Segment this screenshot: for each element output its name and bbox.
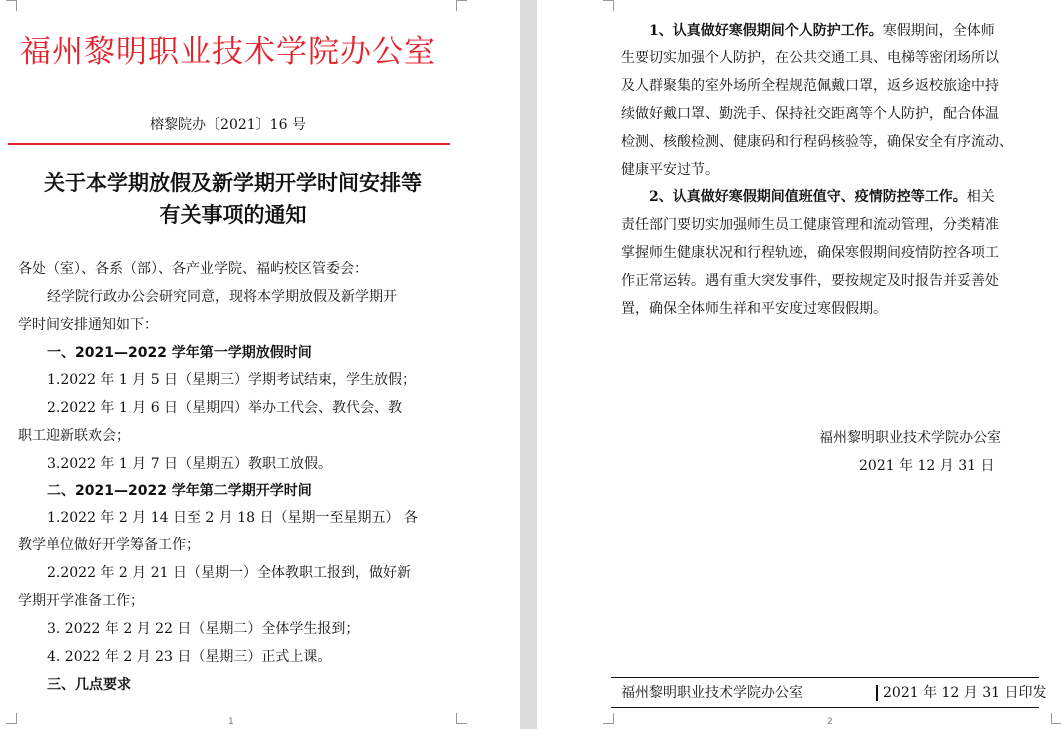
crop-mark: [456, 713, 467, 724]
crop-mark: [6, 713, 17, 724]
body-text: 学时间安排通知如下：: [18, 317, 158, 333]
red-divider: [8, 143, 450, 145]
body-text: 作正常运转。遇有重大突发事件，要按规定及时报告并妥善处: [621, 273, 999, 289]
requirement-heading: 2、认真做好寒假期间值班值守、疫情防控等工作。: [649, 189, 967, 205]
notice-title: [8, 167, 458, 231]
document-page-1: [0, 0, 520, 729]
section-heading: 一、2021—2022 学年第一学期放假时间: [47, 345, 312, 361]
list-item: 3. 2022 年 2 月 22 日（星期二）全体学生报到；: [47, 621, 360, 637]
section-heading: 三、几点要求: [47, 677, 131, 693]
list-item: 3.2022 年 1 月 7 日（星期五）教职工放假。: [47, 456, 333, 472]
section-heading: 二、2021—2022 学年第二学期开学时间: [47, 483, 312, 499]
list-item: 教学单位做好开学筹备工作；: [18, 537, 200, 553]
list-item: 4. 2022 年 2 月 23 日（星期三）正式上课。: [47, 649, 332, 665]
list-item: 职工迎新联欢会；: [18, 428, 130, 444]
body-text: 续做好戴口罩、勤洗手、保持社交距离等个人防护，配合体温: [621, 106, 999, 122]
body-text: 及人群聚集的室外场所全程规范佩戴口罩，返乡返校旅途中持: [621, 78, 999, 94]
document-page-2: [537, 0, 1061, 729]
body-text: 生要切实加强个人防护，在公共交通工具、电梯等密闭场所以: [621, 50, 999, 66]
list-item: 1.2022 年 1 月 5 日（星期三）学期考试结束，学生放假；: [47, 372, 417, 388]
body-text: 经学院行政办公会研究同意，现将本学期放假及新学期开: [47, 289, 397, 305]
footer-bottom-rule: [611, 707, 1039, 708]
body-text: 掌握师生健康状况和行程轨迹，确保寒假期间疫情防控各项工: [621, 245, 999, 261]
document-number: 榕黎院办〔2021〕16 号: [150, 117, 306, 133]
requirement-heading: 1、认真做好寒假期间个人防护工作。: [649, 23, 883, 39]
page-number: 2: [827, 717, 833, 727]
crop-mark: [6, 0, 17, 11]
body-text: 寒假期间，全体师: [882, 23, 995, 39]
addressee: 各处（室）、各系（部）、各产业学院、福屿校区管委会：: [18, 261, 368, 277]
crop-mark: [456, 0, 467, 11]
body-text: 责任部门要切实加强师生员工健康管理和流动管理，分类精准: [621, 217, 999, 233]
crop-mark: [603, 0, 614, 11]
notice-title-line: 关于本学期放假及新学期开学时间安排等: [44, 170, 422, 195]
page-number: 1: [228, 717, 234, 727]
footer-top-rule: [611, 677, 1039, 678]
requirement-paragraph: [649, 187, 995, 207]
list-item: 学期开学准备工作；: [18, 593, 144, 609]
crop-mark: [603, 713, 614, 724]
body-text: 检测、核酸检测、健康码和行程码核验等，确保安全有序流动、: [621, 134, 1013, 150]
signature-date: 2021 年 12 月 31 日: [859, 458, 995, 474]
requirement-paragraph: [649, 21, 995, 41]
signature: 福州黎明职业技术学院办公室: [819, 430, 1001, 446]
body-text: 相关: [966, 189, 995, 205]
list-item: 1.2022 年 2 月 14 日至 2 月 18 日（星期一至星期五） 各: [47, 510, 418, 526]
footer-issue-date: 2021 年 12 月 31 日印发: [883, 685, 1047, 701]
crop-mark: [1051, 713, 1061, 724]
footer-issuer: 福州黎明职业技术学院办公室: [621, 685, 803, 701]
list-item: 2.2022 年 2 月 21 日（星期一）全体教职工报到，做好新: [47, 565, 411, 581]
body-text: 置，确保全体师生祥和平安度过寒假假期。: [621, 301, 887, 317]
list-item: 2.2022 年 1 月 6 日（星期四）举办工代会、教代会、教: [47, 400, 403, 416]
issuer-header: 福州黎明职业技术学院办公室: [20, 34, 436, 70]
notice-title-line: 有关事项的通知: [159, 202, 307, 227]
body-text: 健康平安过节。: [621, 162, 719, 178]
page-gutter: [520, 0, 537, 729]
footer-separator: [876, 685, 878, 701]
